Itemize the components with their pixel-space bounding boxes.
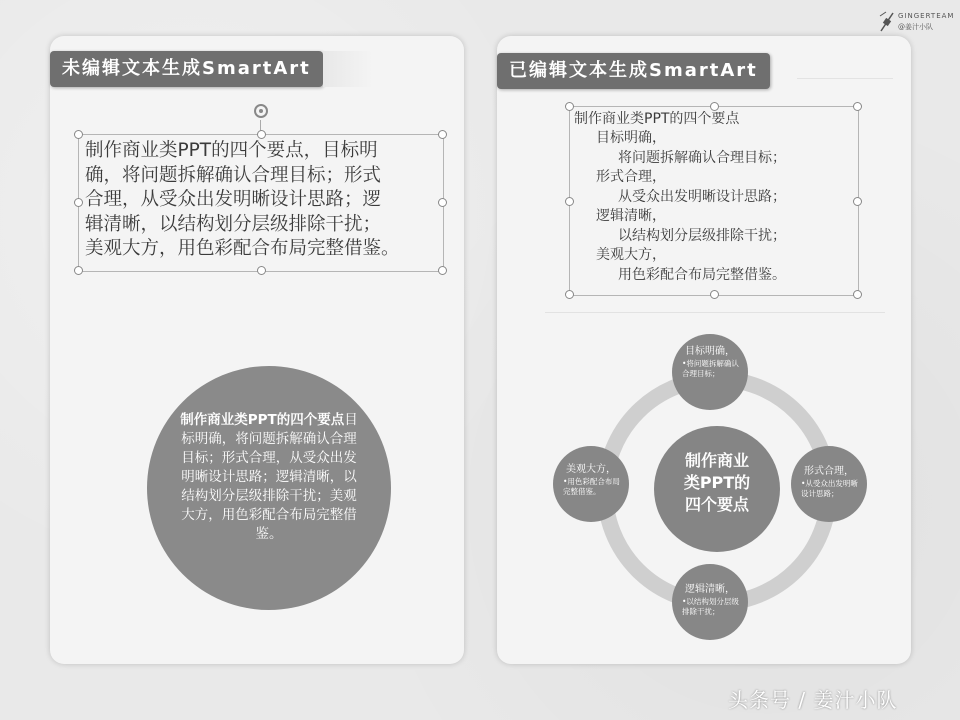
smartart-circle[interactable] [147,366,391,610]
text-line: 制作商业类PPT的四个要点，目标明 [85,140,378,161]
node-heading: 美观大方， [566,464,616,475]
center-title-line: 制作商业 [684,451,749,470]
resize-handle[interactable] [853,102,862,111]
resize-handle[interactable] [74,130,83,139]
left-panel [50,36,464,664]
text-line: 合理，从受众出发明晰设计思路；逻 [85,189,382,210]
resize-handle[interactable] [257,130,266,139]
resize-handle[interactable] [710,102,719,111]
center-title-line: 四个要点 [684,495,749,514]
resize-handle[interactable] [438,266,447,275]
divider [545,312,885,313]
text-level2: 以结构划分层级排除干扰； [618,228,786,244]
text-level1: 逻辑清晰， [596,208,666,224]
logo-handle: @姜汁小队 [898,23,933,31]
resize-handle[interactable] [257,266,266,275]
resize-handle[interactable] [565,197,574,206]
logo-name: GINGERTEAM [898,12,955,20]
node-body: •用色彩配合布局完整借鉴。 [563,477,620,496]
resize-handle[interactable] [565,102,574,111]
resize-handle[interactable] [565,290,574,299]
node-top[interactable] [672,334,748,410]
left-textbox[interactable] [78,134,444,272]
left-panel-tag: 未编辑文本生成SmartArt [50,51,323,87]
satellite-icon [878,10,896,34]
circle-title: 制作商业类PPT的四个要点 [180,412,345,428]
circle-body: 目标明确，将问题拆解确认合理目标；形式合理，从受众出发明晰设计思路；逻辑清晰，以结构划分层级排除干扰；美观大方，用色彩配合布局完整借鉴。 [181,412,358,542]
text-title: 制作商业类PPT的四个要点 [574,111,740,127]
rotate-icon[interactable] [254,104,268,118]
resize-handle[interactable] [710,290,719,299]
node-left[interactable] [553,446,629,522]
text-level2: 将问题拆解确认合理目标； [618,150,786,166]
right-textbox[interactable] [569,106,859,296]
logo [878,10,955,36]
resize-handle[interactable] [74,266,83,275]
center-node[interactable] [654,426,780,552]
node-heading: 目标明确， [685,346,735,357]
center-title [654,450,780,516]
node-bottom[interactable] [672,564,748,640]
text-level2: 用色彩配合布局完整借鉴。 [618,267,786,283]
node-heading: 形式合理， [804,466,854,477]
node-right[interactable] [791,446,867,522]
text-level1: 目标明确， [596,130,666,146]
center-title-line: 类PPT的 [683,473,751,492]
node-body: •从受众出发明晰设计思路； [801,479,858,498]
text-line: 辑清晰，以结构划分层级排除干扰； [85,213,382,235]
left-textbox-text[interactable] [85,139,441,262]
right-panel [497,36,911,664]
text-level2: 从受众出发明晰设计思路； [618,189,786,205]
node-heading: 逻辑清晰， [685,584,735,595]
watermark: 头条号 / 姜汁小队 [728,688,898,712]
right-panel-tag: 已编辑文本生成SmartArt [497,53,770,89]
circle-text [175,411,363,544]
resize-handle[interactable] [438,130,447,139]
node-body: •将问题拆解确认合理目标； [682,359,739,378]
text-level1: 形式合理， [596,169,666,185]
resize-handle[interactable] [853,290,862,299]
node-body: •以结构划分层级排除干扰； [682,597,739,616]
resize-handle[interactable] [438,198,447,207]
text-line: 确，将问题拆解确认合理目标；形式 [85,164,382,186]
text-line: 美观大方，用色彩配合布局完整借鉴。 [85,238,400,259]
resize-handle[interactable] [853,197,862,206]
divider [797,78,893,79]
resize-handle[interactable] [74,198,83,207]
text-level1: 美观大方， [596,247,666,263]
